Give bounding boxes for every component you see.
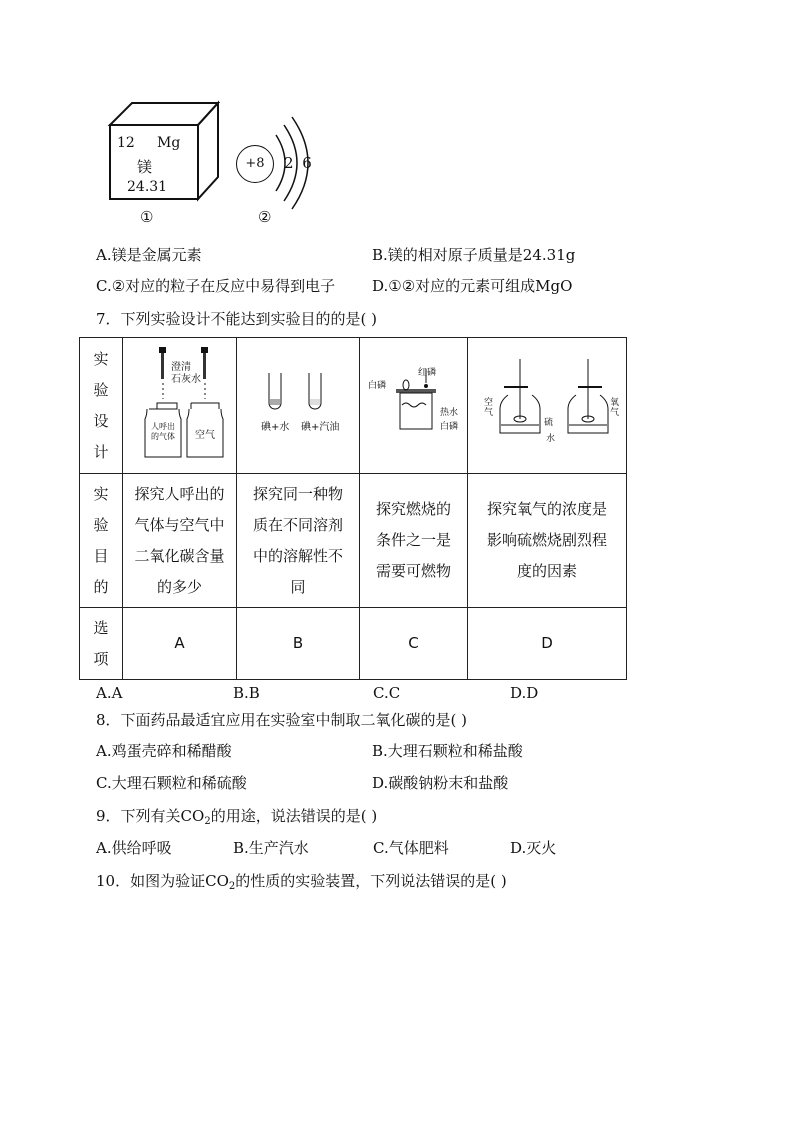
label-iodine-water: 碘+水 — [261, 422, 290, 433]
q6-option-a: A.镁是金属元素 — [96, 246, 202, 264]
purpose-d: 探究氧气的浓度是 影响硫燃烧剧烈程 度的因素 — [468, 474, 627, 608]
column-label-c: C — [360, 608, 468, 680]
electron-counts: 2 6 — [284, 154, 314, 172]
purpose-a: 探究人呼出的 气体与空气中 二氧化碳含量 的多少 — [123, 474, 237, 608]
q6-option-d: D.①②对应的元素可组成MgO — [372, 277, 573, 295]
label-white-phosphorus-top: 白磷 — [368, 381, 387, 391]
q7-answer-c: C.C — [373, 684, 401, 702]
q7-answer-b: B.B — [233, 684, 260, 702]
q8-option-c: C.大理石颗粒和稀硫酸 — [96, 774, 247, 792]
label-iodine-gasoline: 碘+汽油 — [301, 422, 340, 433]
label-air-a: 空气 — [195, 430, 215, 441]
q8-stem: 8．下面药品最适宜应用在实验室中制取二氧化碳的是( ) — [96, 711, 468, 729]
element-name: 镁 — [137, 158, 153, 176]
q9-option-a: A.供给呼吸 — [96, 839, 172, 857]
design-c-figure — [360, 339, 467, 473]
q8-option-d: D.碳酸钠粉末和盐酸 — [372, 774, 509, 792]
atomic-number: 12 — [117, 135, 135, 151]
design-c-cell — [360, 338, 468, 474]
q8-option-a: A.鸡蛋壳碎和稀醋酸 — [96, 742, 232, 760]
design-b-figure — [237, 339, 359, 473]
design-d-cell — [468, 338, 627, 474]
row-header-option: 选 项 — [80, 608, 123, 680]
atomic-mass: 24.31 — [127, 179, 168, 195]
label-air-d: 空气 — [484, 398, 494, 418]
label-red-phosphorus: 红磷 — [418, 368, 437, 378]
row-header-purpose: 实 验 目 的 — [80, 474, 123, 608]
label-oxygen: 氧气 — [610, 398, 620, 418]
label-white-phosphorus-bottom: 白磷 — [440, 422, 459, 432]
q7-stem: 7．下列实验设计不能达到实验目的的是( ) — [96, 310, 378, 328]
purpose-b: 探究同一种物 质在不同溶剂 中的溶解性不 同 — [237, 474, 360, 608]
label-sulfur: 硫 — [544, 418, 554, 428]
design-a-cell — [123, 338, 237, 474]
q7-answer-a: A.A — [96, 684, 123, 702]
column-label-d: D — [468, 608, 627, 680]
label-exhaled-gas: 人呼出的气体 — [151, 422, 175, 441]
q6-option-c: C.②对应的粒子在反应中易得到电子 — [96, 277, 336, 295]
design-b-cell — [237, 338, 360, 474]
label-hot-water: 热水 — [440, 408, 459, 418]
q10-stem: 10．如图为验证$CO_2$的性质的实验装置，下列说法错误的是( ) — [96, 872, 507, 892]
atom-nucleus: +8 — [236, 145, 274, 183]
q9-option-b: B.生产汽水 — [233, 839, 309, 857]
q9-option-d: D.灭火 — [510, 839, 557, 857]
purpose-c: 探究燃烧的 条件之一是 需要可燃物 — [360, 474, 468, 608]
figure-label-2: ② — [258, 208, 272, 226]
q8-option-b: B.大理石颗粒和稀盐酸 — [372, 742, 523, 760]
row-header-design: 实 验 设 计 — [80, 338, 123, 474]
q6-option-b: B.镁的相对原子质量是24.31g — [372, 246, 576, 264]
label-water: 水 — [546, 434, 556, 444]
element-symbol: Mg — [157, 135, 181, 151]
design-a-figure — [123, 339, 236, 473]
q9-stem: 9．下列有关$CO_2$的用途，说法错误的是( ) — [96, 807, 378, 827]
q9-option-c: C.气体肥料 — [373, 839, 449, 857]
column-label-a: A — [123, 608, 237, 680]
experiment-table — [79, 337, 627, 680]
column-label-b: B — [237, 608, 360, 680]
figure-label-1: ① — [140, 208, 154, 226]
q7-answer-d: D.D — [510, 684, 539, 702]
label-limewater: 澄清 石灰水 — [171, 362, 201, 385]
